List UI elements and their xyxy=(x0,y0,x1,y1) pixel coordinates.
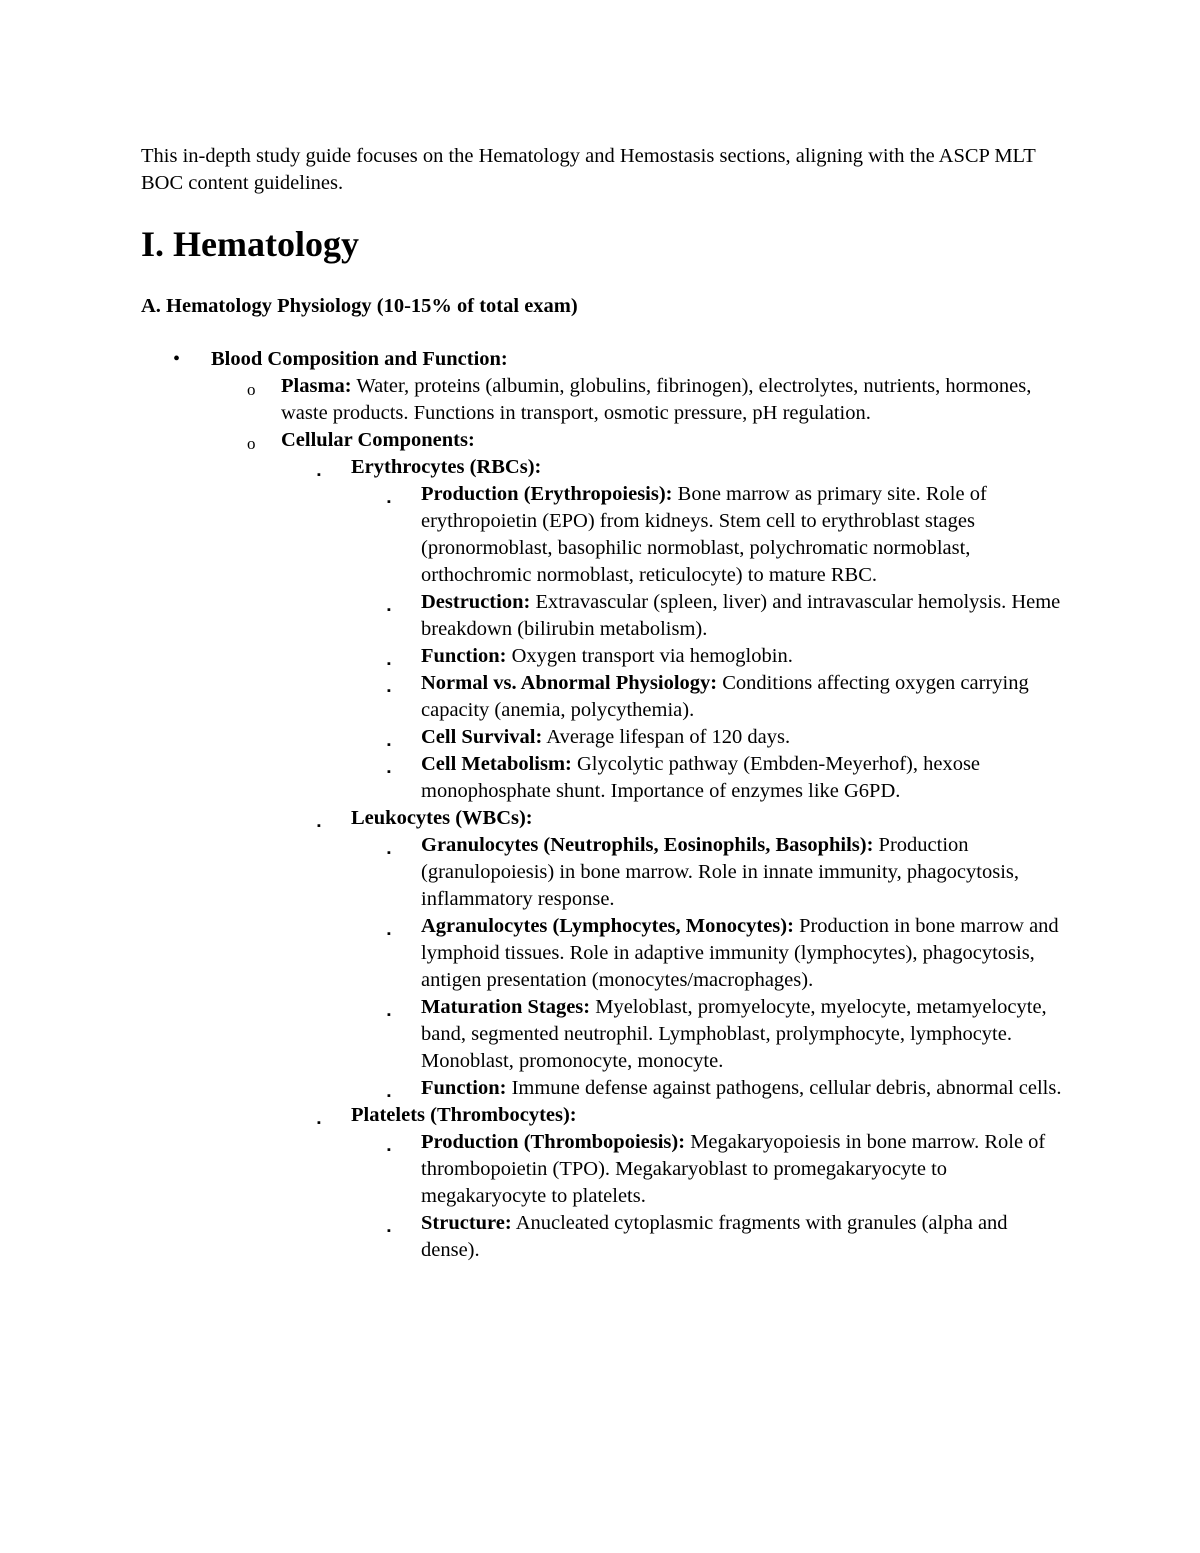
list-item xyxy=(351,481,1071,589)
list-item xyxy=(351,724,1071,751)
item-text: Water, proteins (albumin, globulins, fibrinogen), electrolytes, nutrients, hormones, waste products. Functions in transport, osmotic pressure, pH regulation. xyxy=(281,375,1032,424)
item-label: Structure: xyxy=(421,1212,512,1234)
list-item xyxy=(351,589,1071,643)
bullet-square-icon: ▪ xyxy=(387,1009,391,1021)
list-item xyxy=(351,751,1071,805)
bullet-square-icon: ▪ xyxy=(387,496,391,508)
bullet-square-icon: ▪ xyxy=(387,739,391,751)
list-item xyxy=(351,643,1071,670)
bullet-square-icon: ▪ xyxy=(387,658,391,670)
list-item xyxy=(351,832,1071,913)
item-text: Glycolytic pathway (Embden-Meyerhof), hexose monophosphate shunt. Importance of enzymes like G6PD. xyxy=(421,753,981,802)
item-label: Plasma: xyxy=(281,375,352,397)
list-item xyxy=(281,454,1071,805)
item-text: Bone marrow as primary site. Role of erythropoietin (EPO) from kidneys. Stem cell to erythroblast stages (pronormoblast, basophilic normoblast, polychromatic normoblast, orthochromic normoblast, reticulocyte) to mature RBC. xyxy=(421,483,987,586)
item-text: Megakaryopoiesis in bone marrow. Role of thrombopoietin (TPO). Megakaryoblast to promegakaryocyte to megakaryocyte to platelets. xyxy=(421,1131,1046,1207)
list-item xyxy=(281,805,1071,1102)
bullet-disc-icon: • xyxy=(173,348,181,370)
item-text: Production (granulopoiesis) in bone marrow. Role in innate immunity, phagocytosis, inflammatory response. xyxy=(421,834,1020,910)
item-text: Immune defense against pathogens, cellular debris, abnormal cells. xyxy=(506,1077,1062,1099)
item-text: Anucleated cytoplasmic fragments with granules (alpha and dense). xyxy=(421,1212,1008,1261)
level4-list xyxy=(351,832,1071,1102)
item-label: Cellular Components: xyxy=(281,429,475,451)
item-label: Production (Erythropoiesis): xyxy=(421,483,673,505)
bullet-square-icon: ▪ xyxy=(387,1090,391,1102)
bullet-circle-icon: o xyxy=(247,434,256,453)
list-item xyxy=(351,1075,1071,1102)
bullet-square-icon: ▪ xyxy=(387,685,391,697)
bullet-square-icon: ▪ xyxy=(387,1144,391,1156)
item-text: Oxygen transport via hemoglobin. xyxy=(506,645,793,667)
item-label: Blood Composition and Function: xyxy=(211,348,508,370)
bullet-square-icon: ▪ xyxy=(387,604,391,616)
list-item xyxy=(351,1129,1071,1210)
item-label: Cell Survival: xyxy=(421,726,543,748)
list-item xyxy=(281,1102,1071,1264)
bullet-square-icon: ▪ xyxy=(317,469,321,481)
section-heading: I. Hematology xyxy=(141,224,359,264)
item-label: Granulocytes (Neutrophils, Eosinophils, Basophils): xyxy=(421,834,874,856)
item-label: Platelets (Thrombocytes): xyxy=(351,1104,577,1126)
level4-list xyxy=(351,1129,1071,1264)
item-label: Function: xyxy=(421,645,507,667)
item-label: Normal vs. Abnormal Physiology: xyxy=(421,672,718,694)
level4-list xyxy=(351,481,1071,805)
bullet-square-icon: ▪ xyxy=(317,820,321,832)
item-text: Extravascular (spleen, liver) and intravascular hemolysis. Heme breakdown (bilirubin metabolism). xyxy=(421,591,1061,640)
item-text: Production in bone marrow and lymphoid tissues. Role in adaptive immunity (lymphocytes), phagocytosis, antigen presentation (monocytes/macrophages). xyxy=(421,915,1059,991)
item-label: Destruction: xyxy=(421,591,531,613)
list-item xyxy=(351,994,1071,1075)
outline-list xyxy=(141,346,1071,1264)
level1-list xyxy=(141,346,1071,1264)
intro-paragraph: This in-depth study guide focuses on the Hematology and Hemostasis sections, aligning with the ASCP MLT BOC content guidelines. xyxy=(141,145,1036,194)
list-item xyxy=(351,670,1071,724)
item-label: Agranulocytes (Lymphocytes, Monocytes): xyxy=(421,915,794,937)
level2-list xyxy=(211,373,1071,1264)
list-item xyxy=(141,346,1071,1264)
bullet-square-icon: ▪ xyxy=(387,766,391,778)
list-item xyxy=(351,913,1071,994)
level3-list xyxy=(281,454,1071,1264)
item-text: Average lifespan of 120 days. xyxy=(542,726,791,748)
subsection-heading: A. Hematology Physiology (10-15% of total exam) xyxy=(141,295,578,317)
bullet-square-icon: ▪ xyxy=(387,928,391,940)
item-label: Cell Metabolism: xyxy=(421,753,572,775)
bullet-circle-icon: o xyxy=(247,380,256,399)
item-label: Erythrocytes (RBCs): xyxy=(351,456,542,478)
bullet-square-icon: ▪ xyxy=(387,847,391,859)
list-item xyxy=(211,373,1071,427)
bullet-square-icon: ▪ xyxy=(387,1225,391,1237)
item-label: Production (Thrombopoiesis): xyxy=(421,1131,686,1153)
list-item xyxy=(211,427,1071,1264)
item-text: Conditions affecting oxygen carrying capacity (anemia, polycythemia). xyxy=(421,672,1029,721)
list-item xyxy=(351,1210,1071,1264)
item-label: Maturation Stages: xyxy=(421,996,591,1018)
item-label: Function: xyxy=(421,1077,507,1099)
item-text: Myeloblast, promyelocyte, myelocyte, metamyelocyte, band, segmented neutrophil. Lymphoblast, prolymphocyte, lymphocyte. Monoblast, promonocyte, monocyte. xyxy=(421,996,1047,1072)
bullet-square-icon: ▪ xyxy=(317,1117,321,1129)
item-label: Leukocytes (WBCs): xyxy=(351,807,533,829)
